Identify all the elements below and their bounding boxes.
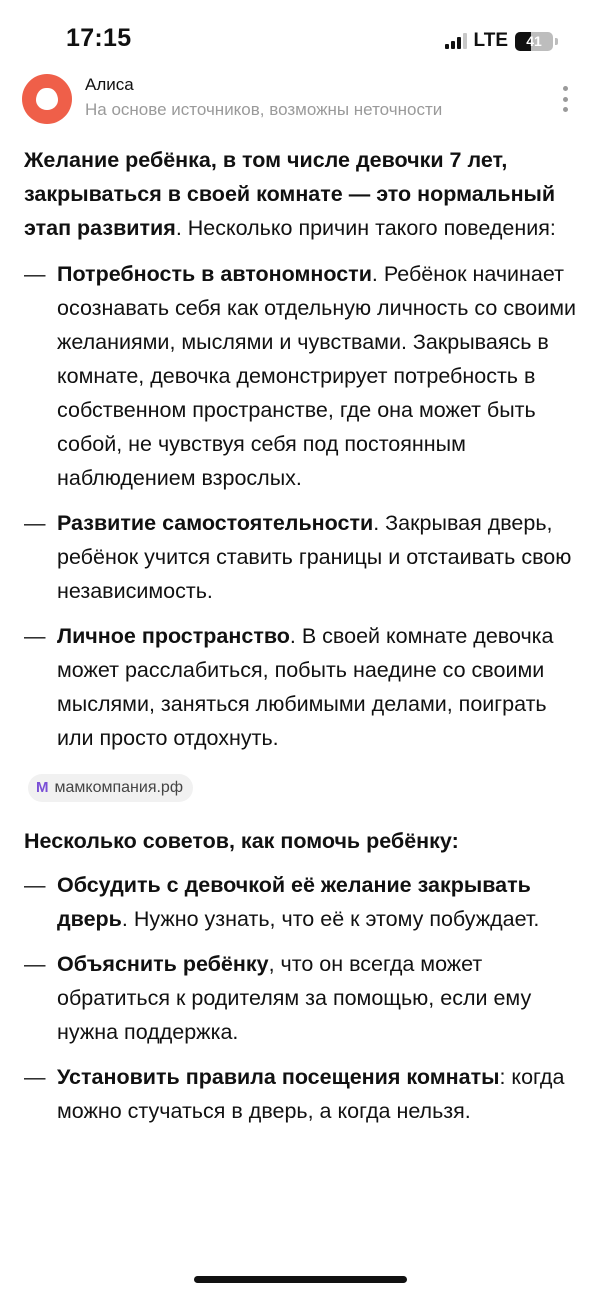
battery-tip (555, 38, 558, 45)
dash-bullet: — (24, 1065, 46, 1089)
source-logo-icon: M (36, 779, 49, 796)
intro-bold: Желание ребёнка, в том числе девочки 7 лет, закрываться в своей комнате — это нормальный этап развития (24, 148, 556, 240)
alice-logo-icon (36, 88, 58, 110)
intro-paragraph (24, 143, 580, 245)
status-time: 17:15 (66, 24, 132, 52)
chat-header (0, 70, 600, 128)
assistant-disclaimer: На основе источников, возможны неточности (85, 100, 443, 119)
assistant-name: Алиса (85, 75, 134, 94)
list-item (24, 619, 580, 755)
battery-level: 41 (526, 33, 542, 49)
dash-bullet: — (24, 262, 46, 286)
status-bar (0, 0, 600, 70)
item-text: , что он всегда может обратиться к родителям за помощью, если ему нужна поддержка. (57, 952, 532, 1044)
item-text: : когда можно стучаться в дверь, а когда нельзя. (57, 1065, 565, 1123)
item-title: Объяснить ребёнку (57, 952, 269, 976)
dash-bullet: — (24, 873, 46, 897)
network-label: LTE (473, 30, 508, 51)
item-title: Развитие самостоятельности (57, 511, 374, 535)
item-text: . В своей комнате девочка может расслабиться, побыть наедине со своими мыслями, заняться любимыми делами, поиграть или просто отдохнуть. (57, 624, 554, 750)
dash-bullet: — (24, 624, 46, 648)
more-options-icon[interactable] (560, 86, 570, 112)
signal-icon (445, 33, 467, 49)
item-text: . Нужно узнать, что её к этому побуждает. (121, 907, 540, 931)
item-text: . Закрывая дверь, ребёнок учится ставить границы и отстаивать свою независимость. (57, 511, 572, 603)
dash-bullet: — (24, 511, 46, 535)
status-indicators (445, 30, 558, 52)
item-title: Установить правила посещения комнаты (57, 1065, 500, 1089)
dash-bullet: — (24, 952, 46, 976)
item-title: Личное пространство (57, 624, 290, 648)
list-item (24, 257, 580, 495)
reasons-list (24, 257, 580, 755)
source-link[interactable] (28, 774, 193, 802)
list-item (24, 868, 580, 936)
tips-list (24, 868, 580, 1128)
tips-title: Несколько советов, как помочь ребёнку: (24, 829, 459, 853)
intro-rest: . Несколько причин такого поведения: (175, 216, 556, 240)
home-indicator[interactable] (194, 1276, 407, 1283)
alice-avatar[interactable] (22, 74, 72, 124)
list-item (24, 1060, 580, 1128)
item-text: . Ребёнок начинает осознавать себя как отдельную личность со своими желаниями, мыслями и чувствами. Закрываясь в комнате, девочка демонстрирует потребность в собственном пространстве, где она может быть собой, не чувствуя себя под постоянным наблюдением взрослых. (57, 262, 577, 490)
answer-content (24, 143, 580, 1139)
list-item (24, 947, 580, 1049)
source-label: мамкомпания.рф (54, 779, 183, 796)
list-item (24, 506, 580, 608)
item-title: Потребность в автономности (57, 262, 372, 286)
item-title: Обсудить с девочкой её желание закрывать дверь (57, 873, 531, 931)
battery-icon (515, 32, 553, 51)
